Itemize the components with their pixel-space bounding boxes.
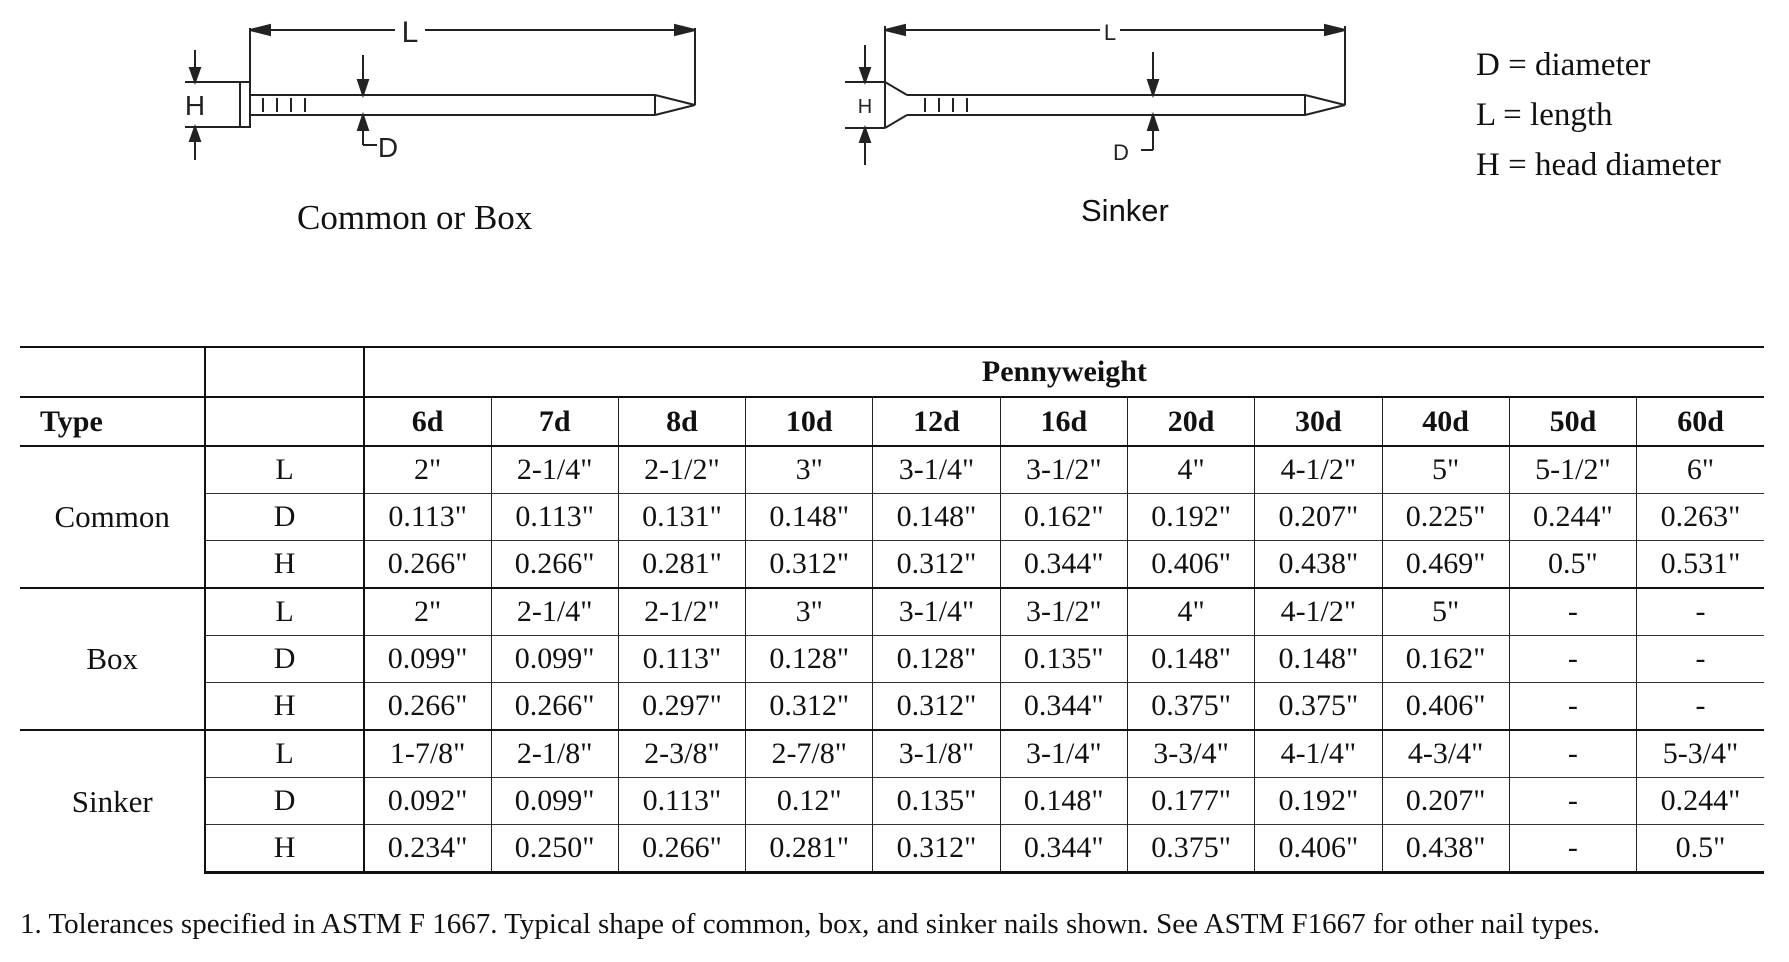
dimension-legend bbox=[1476, 40, 1721, 190]
sinker-caption: Sinker bbox=[1081, 193, 1169, 228]
table-cell: 3-1/4" bbox=[873, 588, 1000, 636]
table-cell: 5" bbox=[1382, 446, 1509, 494]
table-row bbox=[20, 730, 1764, 778]
sinker-head-label: H bbox=[857, 96, 873, 118]
table-cell: 3-1/2" bbox=[1000, 446, 1127, 494]
table-cell: 4-1/2" bbox=[1255, 588, 1382, 636]
table-cell: 0.128" bbox=[873, 636, 1000, 683]
table-row bbox=[20, 446, 1764, 494]
dimension-symbol: D bbox=[205, 494, 363, 541]
table-cell: 0.344" bbox=[1000, 541, 1127, 589]
table-cell: 0.375" bbox=[1255, 683, 1382, 731]
table-cell: - bbox=[1509, 825, 1636, 873]
legend-length: L = length bbox=[1476, 97, 1613, 133]
table-cell: 0.12" bbox=[746, 778, 873, 825]
table-cell: 3" bbox=[746, 588, 873, 636]
table-cell: 0.344" bbox=[1000, 825, 1127, 873]
table-cell: 0.113" bbox=[618, 636, 745, 683]
table-cell: 2" bbox=[364, 588, 491, 636]
column-header-40d: 40d bbox=[1382, 397, 1509, 446]
table-cell: 0.312" bbox=[873, 683, 1000, 731]
table-cell: 2-7/8" bbox=[746, 730, 873, 778]
table-cell: 0.266" bbox=[491, 541, 618, 589]
table-cell: 0.406" bbox=[1127, 541, 1254, 589]
column-header-20d: 20d bbox=[1127, 397, 1254, 446]
legend-head-diameter: H = head diameter bbox=[1476, 147, 1721, 183]
table-cell: 0.344" bbox=[1000, 683, 1127, 731]
table-cell: 0.312" bbox=[873, 825, 1000, 873]
table-cell: 0.266" bbox=[364, 683, 491, 731]
dimension-symbol: L bbox=[205, 730, 363, 778]
table-cell: 0.099" bbox=[491, 778, 618, 825]
column-header-30d: 30d bbox=[1255, 397, 1382, 446]
table-cell: 2-1/2" bbox=[618, 588, 745, 636]
table-cell: 0.113" bbox=[491, 494, 618, 541]
table-cell: 0.406" bbox=[1382, 683, 1509, 731]
table-cell: 0.113" bbox=[364, 494, 491, 541]
table-cell: 4" bbox=[1127, 446, 1254, 494]
type-box: Box bbox=[20, 588, 205, 730]
table-cell: 0.263" bbox=[1637, 494, 1764, 541]
table-cell: 2-1/4" bbox=[491, 446, 618, 494]
table-cell: 0.113" bbox=[618, 778, 745, 825]
legend-diameter: D = diameter bbox=[1476, 47, 1651, 83]
table-cell: 0.312" bbox=[873, 541, 1000, 589]
table-cell: 3-1/8" bbox=[873, 730, 1000, 778]
table-cell: 0.5" bbox=[1509, 541, 1636, 589]
table-cell: 0.092" bbox=[364, 778, 491, 825]
header-blank-type bbox=[20, 347, 205, 397]
sinker-length-label: L bbox=[1103, 20, 1117, 45]
table-cell: - bbox=[1637, 683, 1764, 731]
table-cell: - bbox=[1509, 778, 1636, 825]
table-cell: 3-1/2" bbox=[1000, 588, 1127, 636]
table-cell: 0.162" bbox=[1000, 494, 1127, 541]
table-cell: - bbox=[1509, 683, 1636, 731]
dimension-symbol: H bbox=[205, 541, 363, 589]
common-caption: Common or Box bbox=[297, 198, 533, 237]
column-header-50d: 50d bbox=[1509, 397, 1636, 446]
sinker-diameter-label: D bbox=[1113, 140, 1129, 165]
table-row bbox=[20, 588, 1764, 636]
sinker-nail-diagram bbox=[845, 10, 1355, 180]
table-row bbox=[20, 825, 1764, 873]
table-cell: 0.438" bbox=[1255, 541, 1382, 589]
table-cell: 0.099" bbox=[364, 636, 491, 683]
type-sinker: Sinker bbox=[20, 730, 205, 873]
table-cell: 0.135" bbox=[1000, 636, 1127, 683]
table-cell: 2" bbox=[364, 446, 491, 494]
table-cell: 0.469" bbox=[1382, 541, 1509, 589]
table-cell: 2-1/8" bbox=[491, 730, 618, 778]
column-header-60d: 60d bbox=[1637, 397, 1764, 446]
dimension-symbol: H bbox=[205, 825, 363, 873]
table-cell: 0.234" bbox=[364, 825, 491, 873]
common-nail-diagram bbox=[185, 10, 715, 180]
table-cell: 0.250" bbox=[491, 825, 618, 873]
table-cell: 0.099" bbox=[491, 636, 618, 683]
dimension-symbol: D bbox=[205, 778, 363, 825]
table-row bbox=[20, 683, 1764, 731]
column-header-8d: 8d bbox=[618, 397, 745, 446]
common-length-label: L bbox=[401, 16, 419, 49]
table-cell: 3-1/4" bbox=[873, 446, 1000, 494]
table-cell: 3" bbox=[746, 446, 873, 494]
table-cell: 0.312" bbox=[746, 541, 873, 589]
table-cell: 0.177" bbox=[1127, 778, 1254, 825]
table-cell: 5-3/4" bbox=[1637, 730, 1764, 778]
table-cell: 4-3/4" bbox=[1382, 730, 1509, 778]
table-cell: 0.135" bbox=[873, 778, 1000, 825]
table-row bbox=[20, 778, 1764, 825]
table-row bbox=[20, 541, 1764, 589]
table-cell: 0.406" bbox=[1255, 825, 1382, 873]
table-cell: 0.281" bbox=[618, 541, 745, 589]
table-cell: 0.131" bbox=[618, 494, 745, 541]
table-cell: 0.266" bbox=[491, 683, 618, 731]
nail-dimensions-table bbox=[20, 346, 1764, 874]
table-cell: - bbox=[1637, 636, 1764, 683]
column-header-6d: 6d bbox=[364, 397, 491, 446]
pennyweight-header: Pennyweight bbox=[364, 347, 1764, 397]
table-cell: 0.162" bbox=[1382, 636, 1509, 683]
table-cell: 0.192" bbox=[1127, 494, 1254, 541]
table-cell: 0.207" bbox=[1382, 778, 1509, 825]
table-cell: 0.266" bbox=[364, 541, 491, 589]
table-cell: 0.148" bbox=[1000, 778, 1127, 825]
table-cell: 0.531" bbox=[1637, 541, 1764, 589]
table-cell: 5" bbox=[1382, 588, 1509, 636]
header-blank-symbol bbox=[205, 347, 363, 397]
table-cell: 6" bbox=[1637, 446, 1764, 494]
table-cell: 4-1/2" bbox=[1255, 446, 1382, 494]
table-cell: 2-1/4" bbox=[491, 588, 618, 636]
table-cell: 0.148" bbox=[873, 494, 1000, 541]
table-cell: 0.297" bbox=[618, 683, 745, 731]
dimension-symbol: L bbox=[205, 588, 363, 636]
column-header-7d: 7d bbox=[491, 397, 618, 446]
table-cell: - bbox=[1509, 636, 1636, 683]
column-header-12d: 12d bbox=[873, 397, 1000, 446]
table-cell: 0.148" bbox=[1127, 636, 1254, 683]
table-cell: 0.192" bbox=[1255, 778, 1382, 825]
dimension-symbol: D bbox=[205, 636, 363, 683]
table-cell: 4" bbox=[1127, 588, 1254, 636]
table-cell: - bbox=[1509, 730, 1636, 778]
column-header-10d: 10d bbox=[746, 397, 873, 446]
table-cell: 0.375" bbox=[1127, 825, 1254, 873]
table-cell: 5-1/2" bbox=[1509, 446, 1636, 494]
table-cell: 0.148" bbox=[1255, 636, 1382, 683]
common-diameter-label: D bbox=[377, 132, 399, 163]
footnote: 1. Tolerances specified in ASTM F 1667. Typical shape of common, box, and sinker nails shown. See ASTM F1667 for other nail types. bbox=[20, 908, 1600, 940]
table-cell: 0.225" bbox=[1382, 494, 1509, 541]
table-cell: 2-1/2" bbox=[618, 446, 745, 494]
table-cell: 0.128" bbox=[746, 636, 873, 683]
table-cell: 0.5" bbox=[1637, 825, 1764, 873]
table-cell: - bbox=[1637, 588, 1764, 636]
table-cell: 3-3/4" bbox=[1127, 730, 1254, 778]
table-cell: 0.312" bbox=[746, 683, 873, 731]
table-cell: 0.438" bbox=[1382, 825, 1509, 873]
table-cell: 0.244" bbox=[1509, 494, 1636, 541]
common-head-label: H bbox=[185, 90, 206, 121]
type-common: Common bbox=[20, 446, 205, 588]
table-cell: 0.266" bbox=[618, 825, 745, 873]
table-cell: - bbox=[1509, 588, 1636, 636]
dimension-symbol: L bbox=[205, 446, 363, 494]
type-header: Type bbox=[20, 397, 205, 446]
table-cell: 0.375" bbox=[1127, 683, 1254, 731]
table-cell: 1-7/8" bbox=[364, 730, 491, 778]
table-cell: 2-3/8" bbox=[618, 730, 745, 778]
symbol-header bbox=[205, 397, 363, 446]
table-cell: 3-1/4" bbox=[1000, 730, 1127, 778]
table-cell: 0.281" bbox=[746, 825, 873, 873]
column-header-16d: 16d bbox=[1000, 397, 1127, 446]
table-cell: 0.207" bbox=[1255, 494, 1382, 541]
dimension-symbol: H bbox=[205, 683, 363, 731]
table-cell: 4-1/4" bbox=[1255, 730, 1382, 778]
table-cell: 0.148" bbox=[746, 494, 873, 541]
table-cell: 0.244" bbox=[1637, 778, 1764, 825]
table-row bbox=[20, 494, 1764, 541]
table-row bbox=[20, 636, 1764, 683]
